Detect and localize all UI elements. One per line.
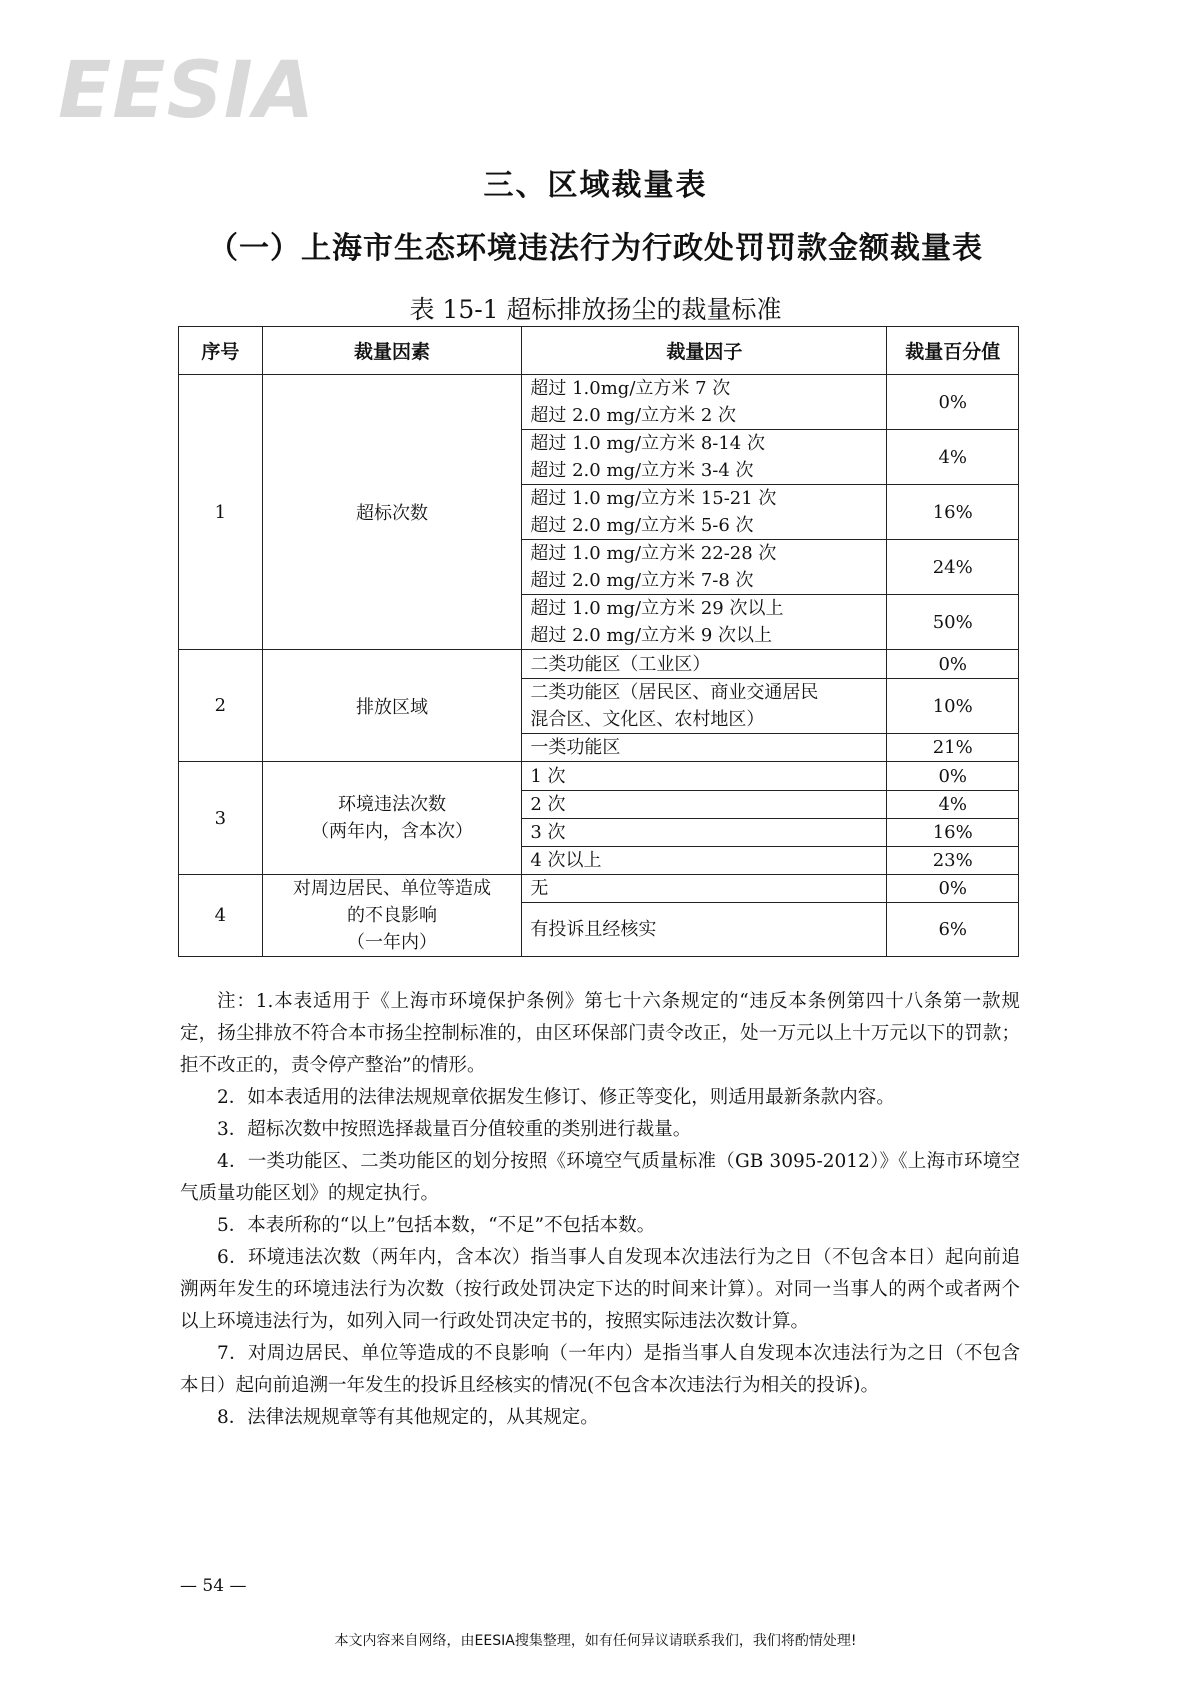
factor-cell: 超过 1.0 mg/立方米 15-21 次 超过 2.0 mg/立方米 5-6 次 xyxy=(522,485,887,540)
table-row xyxy=(179,375,1019,430)
factor-cell: 2 次 xyxy=(522,791,887,819)
note-paragraph: 注：1.本表适用于《上海市环境保护条例》第七十六条规定的“违反本条例第四十八条第一款规定，扬尘排放不符合本市扬尘控制标准的，由区环保部门责令改正，处一万元以上十万元以下的罚款；拒不改正的，责令停产整治”的情形。 xyxy=(180,991,1020,1076)
group-number: 1 xyxy=(179,375,263,650)
note-paragraph: 3．超标次数中按照选择裁量百分值较重的类别进行裁量。 xyxy=(217,1119,692,1140)
note-paragraph: 6．环境违法次数（两年内，含本次）指当事人自发现本次违法行为之日（不包含本日）起向前追溯两年发生的环境违法行为次数（按行政处罚决定下达的时间来计算）。对同一当事人的两个或者两个以上环境违法行为，如列入同一行政处罚决定书的，按照实际违法次数计算。 xyxy=(180,1247,1020,1332)
group-factor: 对周边居民、单位等造成 的不良影响 （一年内） xyxy=(262,875,522,957)
percentage-cell: 4% xyxy=(887,791,1019,819)
table-notes xyxy=(180,986,1020,1434)
factor-cell: 有投诉且经核实 xyxy=(522,903,887,957)
factor-cell: 1 次 xyxy=(522,762,887,791)
percentage-cell: 16% xyxy=(887,819,1019,847)
factor-cell: 超过 1.0 mg/立方米 22-28 次 超过 2.0 mg/立方米 7-8 次 xyxy=(522,540,887,595)
header-factor: 裁量因素 xyxy=(262,327,522,375)
percentage-cell: 6% xyxy=(887,903,1019,957)
section-heading: 三、区域裁量表 xyxy=(483,168,708,203)
group-number: 4 xyxy=(179,875,263,957)
factor-cell: 二类功能区（居民区、商业交通居民 混合区、文化区、农村地区） xyxy=(522,679,887,734)
percentage-cell: 0% xyxy=(887,650,1019,679)
group-number: 3 xyxy=(179,762,263,875)
percentage-cell: 23% xyxy=(887,847,1019,875)
note-paragraph: 8．法律法规规章等有其他规定的，从其规定。 xyxy=(217,1407,599,1428)
table-header-row xyxy=(179,327,1019,375)
factor-cell: 超过 1.0mg/立方米 7 次 超过 2.0 mg/立方米 2 次 xyxy=(522,375,887,430)
factor-cell: 一类功能区 xyxy=(522,734,887,762)
percentage-cell: 16% xyxy=(887,485,1019,540)
factor-cell: 超过 1.0 mg/立方米 8-14 次 超过 2.0 mg/立方米 3-4 次 xyxy=(522,430,887,485)
percentage-cell: 0% xyxy=(887,762,1019,791)
table-row xyxy=(179,875,1019,903)
group-factor: 超标次数 xyxy=(262,375,522,650)
table-row xyxy=(179,650,1019,679)
factor-cell: 无 xyxy=(522,875,887,903)
discretion-table xyxy=(178,326,1019,957)
note-paragraph: 4．一类功能区、二类功能区的划分按照《环境空气质量标准（GB 3095-2012）》《上海市环境空气质量功能区划》的规定执行。 xyxy=(180,1151,1020,1204)
footer-disclaimer: 本文内容来自网络，由EESIA搜集整理，如有任何异议请联系我们，我们将酌情处理! xyxy=(334,1633,857,1649)
group-factor: 排放区域 xyxy=(262,650,522,762)
group-factor: 环境违法次数 （两年内，含本次） xyxy=(262,762,522,875)
percentage-cell: 21% xyxy=(887,734,1019,762)
note-paragraph: 7．对周边居民、单位等造成的不良影响（一年内）是指当事人自发现本次违法行为之日（不包含本日）起向前追溯一年发生的投诉且经核实的情况(不包含本次违法行为相关的投诉)。 xyxy=(180,1343,1020,1396)
eesia-logo: EESIA xyxy=(58,46,316,136)
header-no: 序号 xyxy=(179,327,263,375)
percentage-cell: 10% xyxy=(887,679,1019,734)
percentage-cell: 50% xyxy=(887,595,1019,650)
note-paragraph: 2．如本表适用的法律法规规章依据发生修订、修正等变化，则适用最新条款内容。 xyxy=(217,1087,895,1108)
factor-cell: 二类功能区（工业区） xyxy=(522,650,887,679)
header-sub-factor: 裁量因子 xyxy=(522,327,887,375)
percentage-cell: 0% xyxy=(887,875,1019,903)
factor-cell: 超过 1.0 mg/立方米 29 次以上 超过 2.0 mg/立方米 9 次以上 xyxy=(522,595,887,650)
table-row xyxy=(179,762,1019,791)
percentage-cell: 4% xyxy=(887,430,1019,485)
page-number: — 54 — xyxy=(180,1576,247,1596)
header-percentage: 裁量百分值 xyxy=(887,327,1019,375)
subsection-heading: （一）上海市生态环境违法行为行政处罚罚款金额裁量表 xyxy=(208,231,983,266)
factor-cell: 3 次 xyxy=(522,819,887,847)
percentage-cell: 24% xyxy=(887,540,1019,595)
factor-cell: 4 次以上 xyxy=(522,847,887,875)
note-paragraph: 5．本表所称的“以上”包括本数，“不足”不包括本数。 xyxy=(217,1215,656,1236)
table-caption: 表 15-1 超标排放扬尘的裁量标准 xyxy=(409,295,782,324)
percentage-cell: 0% xyxy=(887,375,1019,430)
group-number: 2 xyxy=(179,650,263,762)
